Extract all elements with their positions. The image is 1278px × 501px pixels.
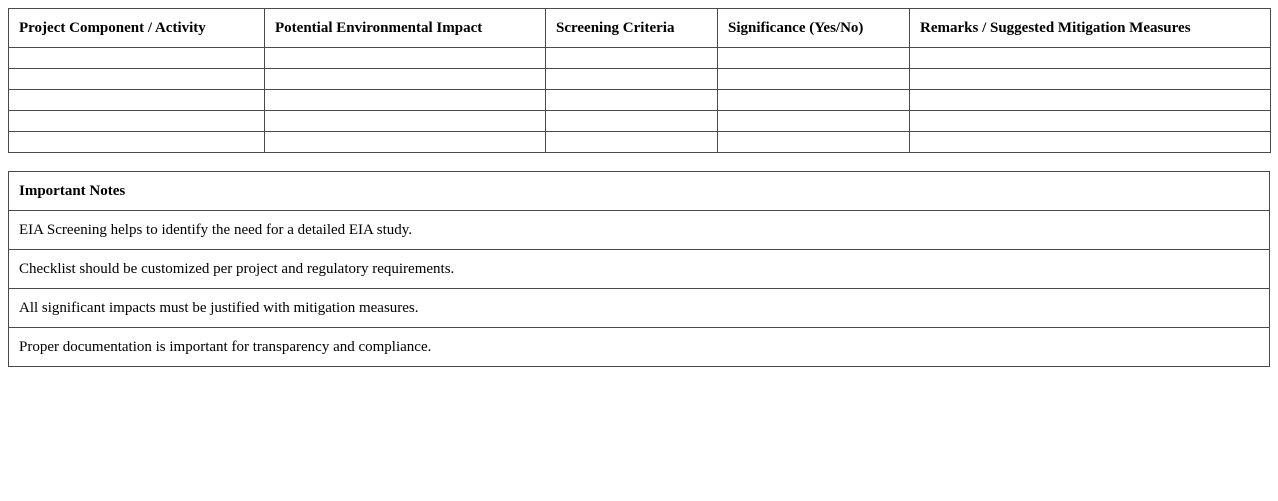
list-item xyxy=(9,250,1270,289)
table-cell[interactable] xyxy=(546,69,718,90)
note-text: EIA Screening helps to identify the need for a detailed EIA study. xyxy=(9,211,1270,250)
note-text: All significant impacts must be justified with mitigation measures. xyxy=(9,289,1270,328)
table-cell[interactable] xyxy=(546,48,718,69)
header-screening-criteria: Screening Criteria xyxy=(546,9,718,48)
table-row xyxy=(9,132,1271,153)
header-potential-impact: Potential Environmental Impact xyxy=(265,9,546,48)
table-cell[interactable] xyxy=(546,132,718,153)
important-notes-table xyxy=(8,171,1270,367)
table-row xyxy=(9,69,1271,90)
table-cell[interactable] xyxy=(265,69,546,90)
list-item xyxy=(9,289,1270,328)
header-remarks: Remarks / Suggested Mitigation Measures xyxy=(910,9,1271,48)
table-cell[interactable] xyxy=(265,111,546,132)
table-row xyxy=(9,90,1271,111)
table-cell[interactable] xyxy=(9,90,265,111)
table-cell[interactable] xyxy=(546,111,718,132)
table-cell[interactable] xyxy=(910,132,1271,153)
table-cell[interactable] xyxy=(9,69,265,90)
table-cell[interactable] xyxy=(718,132,910,153)
table-cell[interactable] xyxy=(910,48,1271,69)
table-cell[interactable] xyxy=(910,69,1271,90)
table-row xyxy=(9,48,1271,69)
table-cell[interactable] xyxy=(718,48,910,69)
table-cell[interactable] xyxy=(265,132,546,153)
table-cell[interactable] xyxy=(265,48,546,69)
table-cell[interactable] xyxy=(718,69,910,90)
table-row xyxy=(9,111,1271,132)
eia-screening-checklist-table xyxy=(8,8,1271,153)
table-cell[interactable] xyxy=(546,90,718,111)
table-header-row xyxy=(9,9,1271,48)
note-text: Checklist should be customized per project and regulatory requirements. xyxy=(9,250,1270,289)
header-project-component: Project Component / Activity xyxy=(9,9,265,48)
table-cell[interactable] xyxy=(9,48,265,69)
list-item xyxy=(9,211,1270,250)
table-cell[interactable] xyxy=(265,90,546,111)
notes-header-row xyxy=(9,172,1270,211)
note-text: Proper documentation is important for transparency and compliance. xyxy=(9,328,1270,367)
notes-title: Important Notes xyxy=(9,172,1270,211)
table-cell[interactable] xyxy=(718,90,910,111)
list-item xyxy=(9,328,1270,367)
table-cell[interactable] xyxy=(910,90,1271,111)
header-significance: Significance (Yes/No) xyxy=(718,9,910,48)
table-cell[interactable] xyxy=(718,111,910,132)
table-cell[interactable] xyxy=(9,111,265,132)
table-cell[interactable] xyxy=(9,132,265,153)
table-cell[interactable] xyxy=(910,111,1271,132)
